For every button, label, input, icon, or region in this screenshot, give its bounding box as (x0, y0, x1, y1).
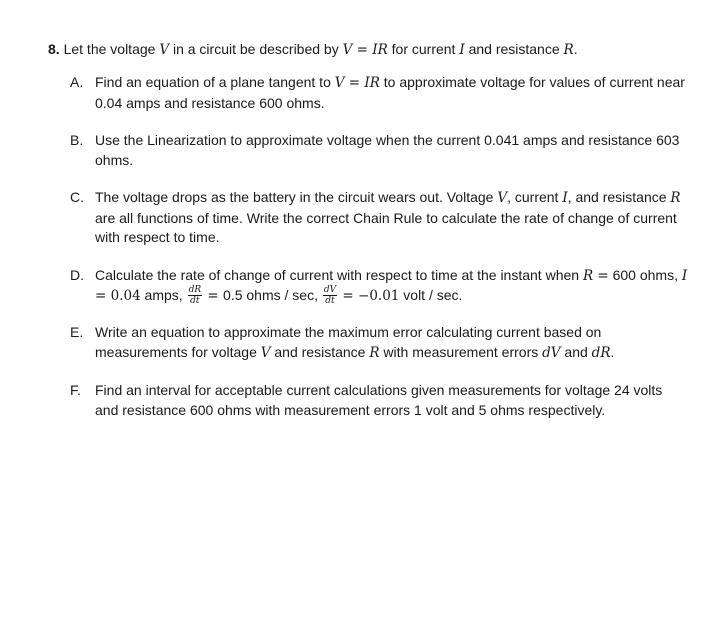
part-a-text-2: to approximate voltage for values of current near 0.04 amps and resistance 600 ohms. (95, 74, 685, 111)
intro-var-v: V (159, 42, 170, 58)
part-a-equation: V = IR (334, 75, 380, 91)
part-c-text-4: are all functions of time. Write the correct Chain Rule to calculate the rate of change of current with respect to time. (95, 209, 677, 245)
part-a-text-1: Find an equation of a plane tangent to (95, 74, 335, 90)
part-b-text: Use the Linearization to approximate voltage when the current 0.041 amps and resistance 603 ohms. (95, 132, 680, 168)
part-f-text: Find an interval for acceptable current calculations given measurements for voltage 24 volts and resistance 600 ohms with measurement errors 1 volt and 5 ohms respectively. (95, 382, 663, 418)
part-a-letter: A. (70, 74, 84, 90)
part-d-equals-1: = (593, 267, 609, 284)
intro-var-i: I (459, 42, 465, 58)
problem-8 (48, 38, 688, 438)
part-c-var-i: I (562, 190, 568, 206)
part-c-text-3: , and resistance (567, 189, 671, 205)
part-c-var-r: R (670, 190, 681, 206)
part-a (70, 73, 688, 113)
part-b (70, 131, 688, 170)
part-d-letter: D. (70, 266, 84, 283)
dr-dt-denominator: dt (190, 296, 200, 306)
problem-intro (48, 38, 688, 61)
part-f (70, 381, 688, 420)
part-d-text-2: 600 ohms, (608, 266, 682, 283)
part-d-text-4: 0.5 ohms / sec, (223, 287, 322, 304)
part-d-text-1: Calculate the rate of change of current with respect to time at the instant when (95, 266, 583, 283)
part-e-var-dr: dR (591, 344, 611, 361)
part-d-var-r: R (582, 267, 594, 284)
part-f-letter: F. (70, 382, 81, 398)
intro-text-3: for current (387, 41, 460, 57)
part-e (70, 323, 688, 363)
intro-text-1: Let the voltage (59, 41, 160, 57)
intro-text-2: in a circuit be described by (169, 41, 343, 57)
part-e-text-2: and resistance (270, 343, 370, 360)
part-b-letter: B. (70, 132, 84, 148)
part-c-letter: C. (70, 189, 84, 205)
dv-dt-denominator: dt (325, 296, 335, 306)
intro-var-r: R (563, 42, 574, 58)
part-d-var-i: I (681, 267, 688, 284)
part-d-equals-4: = −0.01 (338, 288, 400, 305)
part-e-letter: E. (70, 324, 84, 340)
part-e-var-v: V (260, 344, 271, 361)
intro-text-4: and resistance (464, 41, 564, 57)
intro-text-5: . (573, 41, 578, 57)
part-d-text-5: volt / sec. (399, 287, 463, 304)
part-e-text-1: Write an equation to approximate the maximum error calculating current based on measurements for voltage (95, 324, 602, 360)
dr-dt-fraction (188, 285, 203, 306)
dv-dt-fraction (323, 285, 337, 306)
intro-equation: V = IR (342, 42, 388, 58)
part-c-text-2: , current (507, 189, 563, 205)
part-e-var-dv: dV (542, 344, 561, 361)
part-d-text-3: amps, (140, 287, 187, 304)
part-c-var-v: V (497, 190, 508, 206)
part-d-equals-2: = 0.04 (95, 288, 141, 305)
part-d-equals-3: = (203, 288, 224, 305)
dr-dt-numerator: dR (188, 285, 202, 295)
part-e-text-4: and (560, 343, 592, 360)
part-d (70, 266, 688, 308)
dv-dt-numerator: dV (323, 285, 337, 295)
part-e-text-3: with measurement errors (379, 343, 543, 360)
part-c (70, 188, 688, 248)
part-e-var-r: R (369, 344, 380, 361)
part-c-text-1: The voltage drops as the battery in the circuit wears out. Voltage (95, 189, 498, 205)
problem-number: 8. (48, 41, 60, 57)
parts-list (48, 73, 688, 420)
part-e-text-5: . (610, 343, 615, 360)
